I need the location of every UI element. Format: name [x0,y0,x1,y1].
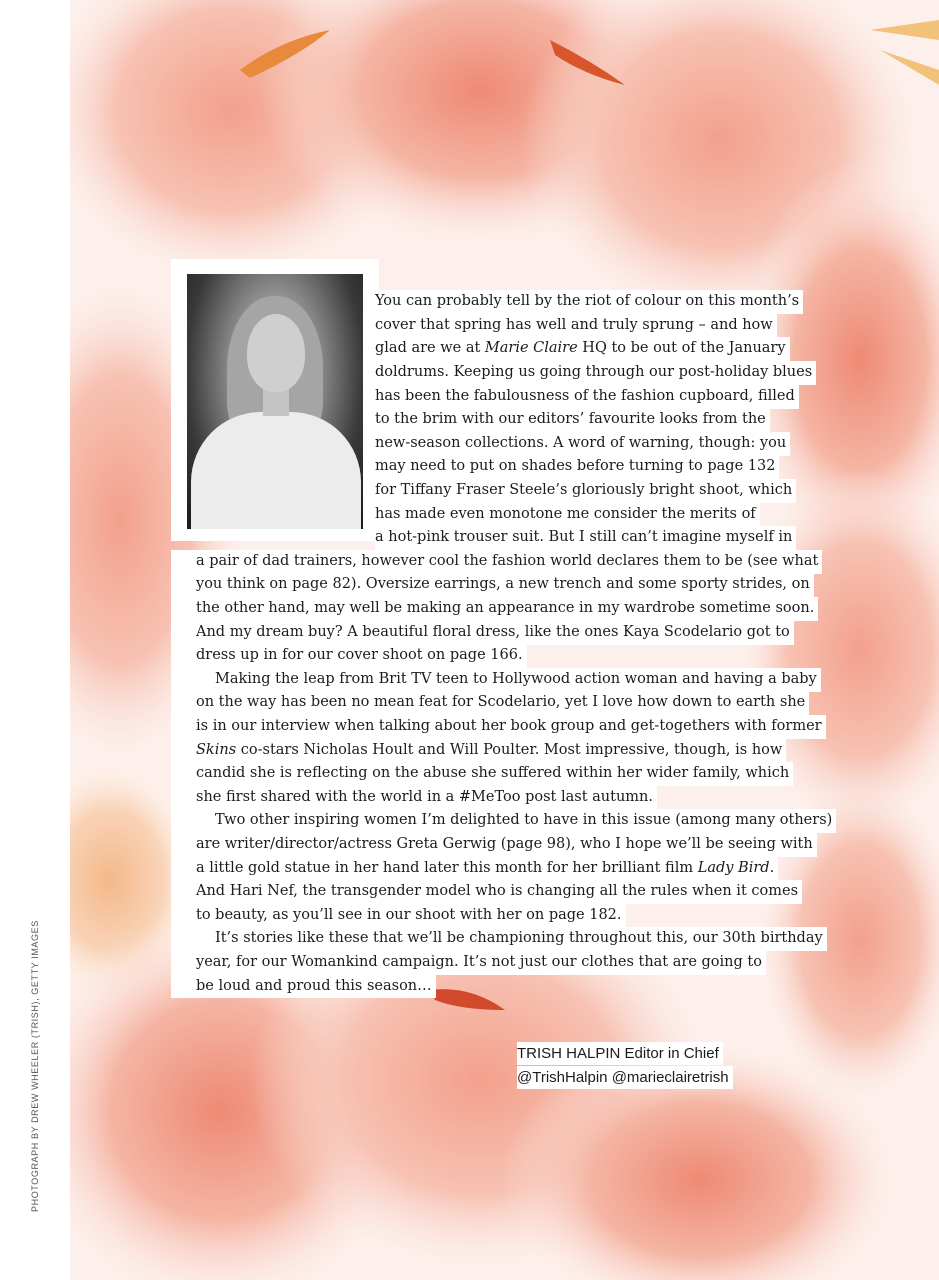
letter-line: may need to put on shades before turning to page 132 [375,455,779,479]
letter-line: You can probably tell by the riot of colour on this month’s [375,290,803,314]
letter-line: candid she is reflecting on the abuse she suffered within her wider family, which [171,762,793,786]
letter-line: is in our interview when talking about her book group and get-togethers with former [171,715,826,739]
editor-signature: TRISH HALPIN Editor in Chief [517,1042,723,1065]
letter-line: be loud and proud this season… [171,975,436,998]
photo-credit: PHOTOGRAPH BY DREW WHEELER (TRISH), GETTY IMAGES [30,920,40,1212]
letter-line: dress up in for our cover shoot on page 166. [171,644,527,668]
letter-line: you think on page 82). Oversize earrings, a new trench and some sporty strides, on [171,573,814,597]
letter-line: new-season collections. A word of warning, though: you [375,432,790,456]
letter-line: Making the leap from Brit TV teen to Hollywood action woman and having a baby [171,668,821,692]
letter-line: It’s stories like these that we’ll be championing throughout this, our 30th birthday [171,927,827,951]
letter-line: to the brim with our editors’ favourite looks from the [375,408,770,432]
letter-line: And Hari Nef, the transgender model who is changing all the rules when it comes [171,880,802,904]
letter-line: on the way has been no mean feat for Scodelario, yet I love how down to earth she [171,691,809,715]
letter-line: a pair of dad trainers, however cool the fashion world declares them to be (see what [171,550,822,574]
letter-line: the other hand, may well be making an appearance in my wardrobe sometime soon. [171,597,818,621]
letter-line: to beauty, as you’ll see in our shoot with her on page 182. [171,904,626,928]
letter-line: are writer/director/actress Greta Gerwig (page 98), who I hope we’ll be seeing with [171,833,817,857]
editor-portrait [187,274,363,529]
letter-line: And my dream buy? A beautiful floral dress, like the ones Kaya Scodelario got to [171,621,794,645]
letter-line: glad are we at Marie Claire HQ to be out of the January [375,337,790,361]
letter-line: Skins co-stars Nicholas Hoult and Will Poulter. Most impressive, though, is how [171,739,786,763]
letter-line: has been the fabulousness of the fashion cupboard, filled [375,385,799,409]
letter-line: a hot-pink trouser suit. But I still can’t imagine myself in [375,526,796,550]
letter-line: she first shared with the world in a #MeToo post last autumn. [171,786,657,810]
letter-line: for Tiffany Fraser Steele’s gloriously bright shoot, which [375,479,796,503]
letter-line: a little gold statue in her hand later this month for her brilliant film Lady Bird. [171,857,778,881]
letter-line: doldrums. Keeping us going through our post-holiday blues [375,361,816,385]
letter-line: year, for our Womankind campaign. It’s not just our clothes that are going to [171,951,766,975]
letter-line: Two other inspiring women I’m delighted to have in this issue (among many others) [171,809,836,833]
letter-line: cover that spring has well and truly sprung – and how [375,314,777,338]
editor-social-handles: @TrishHalpin @marieclairetrish [517,1066,733,1089]
letter-line: has made even monotone me consider the merits of [375,503,760,527]
